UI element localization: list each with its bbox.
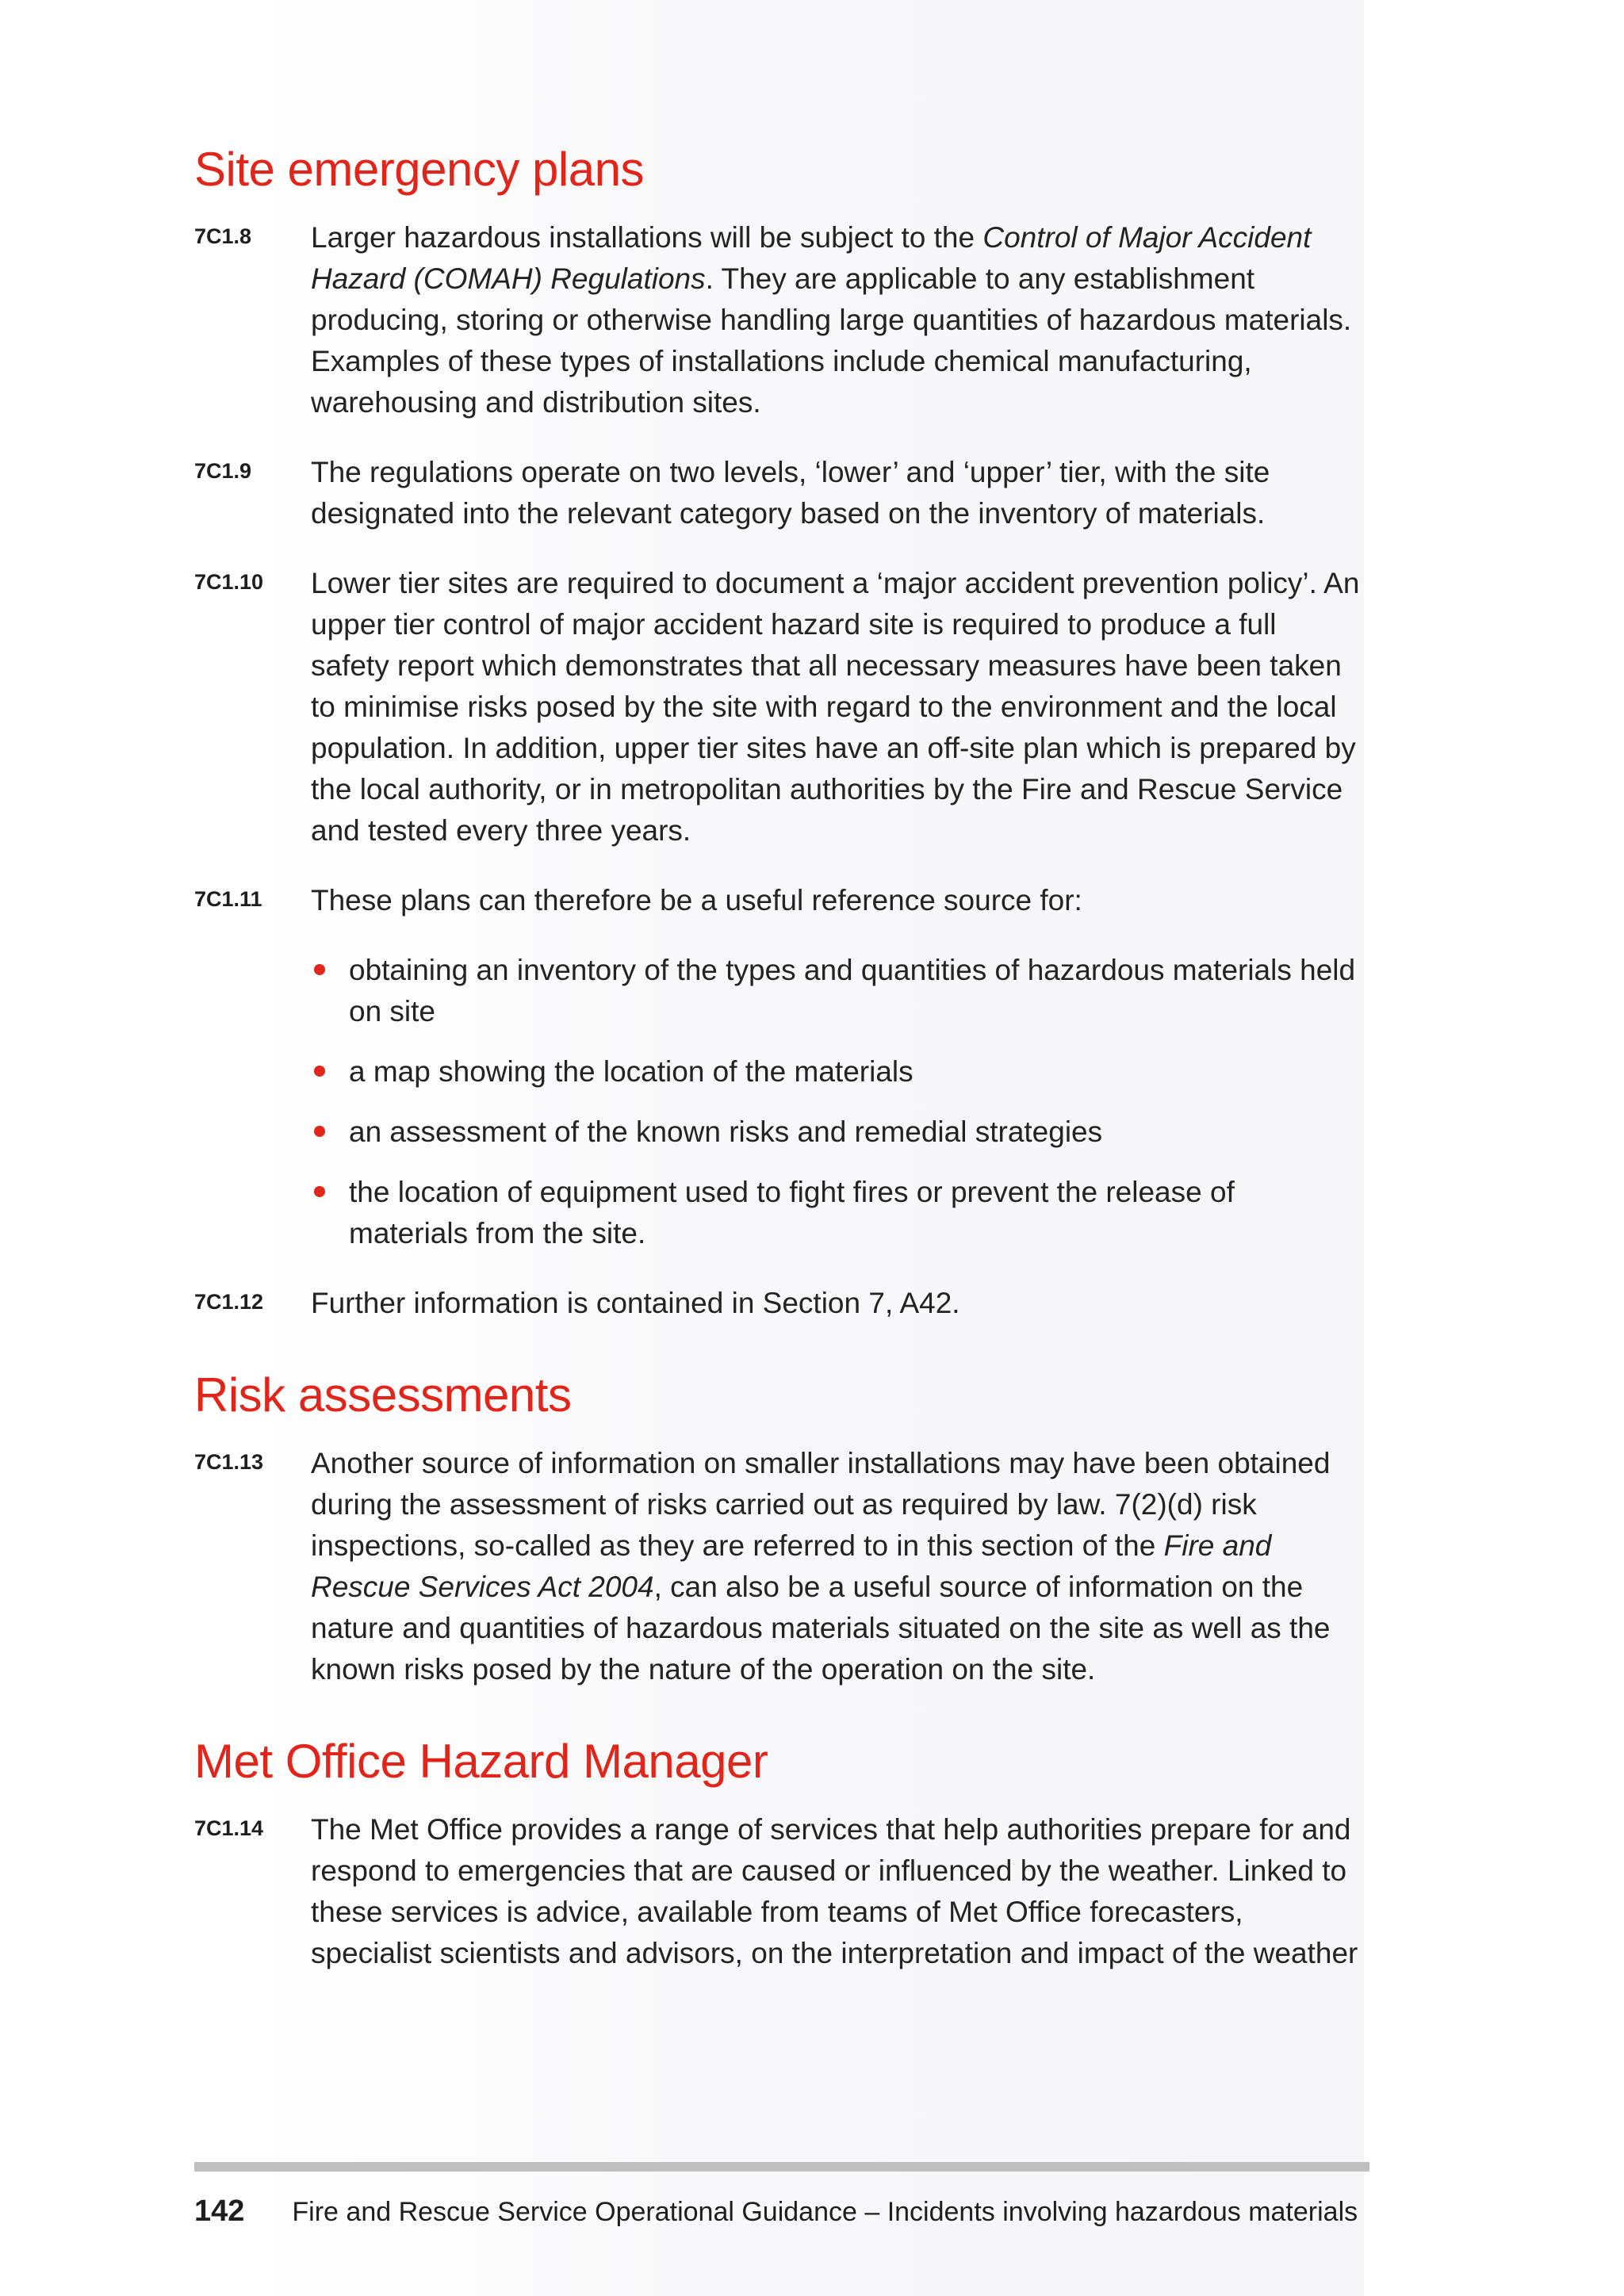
paragraph-7c1-10 (194, 563, 1360, 851)
list-item: obtaining an inventory of the types and quantities of hazardous materials held on site (311, 950, 1360, 1032)
list-item: an assessment of the known risks and remedial strategies (311, 1112, 1360, 1153)
act-title: Fire and Rescue Services Act 2004 (311, 1529, 1272, 1603)
paragraph-number: 7C1.10 (194, 570, 264, 594)
bullet-icon (314, 964, 325, 975)
page-number: 142 (194, 2195, 245, 2228)
bullet-icon (314, 1186, 325, 1197)
page-footer (194, 2195, 1369, 2229)
paragraph-text: The Met Office provides a range of services that help authorities prepare for and respond to emergencies that are caused or influenced by the weather. Linked to these services is advice, available from teams of Met Office forecasters, specialist scientists and advisors, on the interpretation and impact of the weather (311, 1813, 1358, 1969)
paragraph-number: 7C1.12 (194, 1290, 264, 1314)
paragraph-number: 7C1.9 (194, 459, 252, 483)
bullet-icon (314, 1126, 325, 1137)
paragraph-7c1-13 (194, 1443, 1360, 1690)
paragraph-7c1-14 (194, 1809, 1360, 1974)
document-body (194, 141, 1360, 2017)
bullet-list (311, 950, 1360, 1254)
paragraph-7c1-12 (194, 1283, 1360, 1324)
section-heading: Risk assessments (194, 1368, 572, 1422)
paragraph-text: Another source of information on smaller installations may have been obtained during the assessment of risks carried out as required by law. 7(2)(d) risk inspections, so-called as they are referred to in this section of the Fire and Rescue Services Act 2004, can also be a useful source of information on the nature and quantities of hazardous materials situated on the site as well as the known risks posed by the nature of the operation on the site. (311, 1447, 1331, 1686)
paragraph-text: These plans can therefore be a useful reference source for: (311, 884, 1082, 916)
paragraph-text: Lower tier sites are required to document a ‘major accident prevention policy’. An upper tier control of major accident hazard site is required to produce a full safety report which demonstrates that all necessary measures have been taken to minimise risks posed by the site with regard to the environment and the local population. In addition, upper tier sites have an off-site plan which is prepared by the local authority, or in metropolitan authorities by the Fire and Rescue Service and tested every three years. (311, 567, 1360, 847)
document-title: Fire and Rescue Service Operational Guidance – Incidents involving hazardous materials (292, 2197, 1358, 2227)
section-heading: Site emergency plans (194, 143, 644, 196)
paragraph-text: Larger hazardous installations will be subject to the Control of Major Accident Hazard (COMAH) Regulations. They are applicable to any establishment producing, storing or otherwise handling large quantities of hazardous materials. Examples of these types of installations include chemical manufacturing, warehousing and distribution sites. (311, 221, 1352, 419)
section-site-emergency-plans (194, 141, 1360, 1324)
bullet-icon (314, 1066, 325, 1077)
paragraph-7c1-11 (194, 880, 1360, 921)
list-item: a map showing the location of the materials (311, 1051, 1360, 1093)
paragraph-7c1-9 (194, 452, 1360, 534)
list-item: the location of equipment used to fight fires or prevent the release of materials from the site. (311, 1172, 1360, 1254)
paragraph-text: Further information is contained in Section 7, A42. (311, 1287, 960, 1319)
section-heading: Met Office Hazard Manager (194, 1735, 768, 1788)
section-risk-assessments (194, 1367, 1360, 1690)
paragraph-number: 7C1.8 (194, 224, 252, 248)
regulation-title: Control of Major Accident Hazard (COMAH) Regulations (311, 221, 1312, 295)
section-met-office-hazard-manager (194, 1733, 1360, 1974)
paragraph-7c1-8 (194, 217, 1360, 423)
paragraph-number: 7C1.13 (194, 1450, 264, 1474)
paragraph-text: The regulations operate on two levels, ‘lower’ and ‘upper’ tier, with the site designated into the relevant category based on the inventory of materials. (311, 456, 1270, 530)
paragraph-number: 7C1.14 (194, 1816, 264, 1840)
footer-divider (194, 2162, 1369, 2172)
paragraph-number: 7C1.11 (194, 887, 262, 911)
